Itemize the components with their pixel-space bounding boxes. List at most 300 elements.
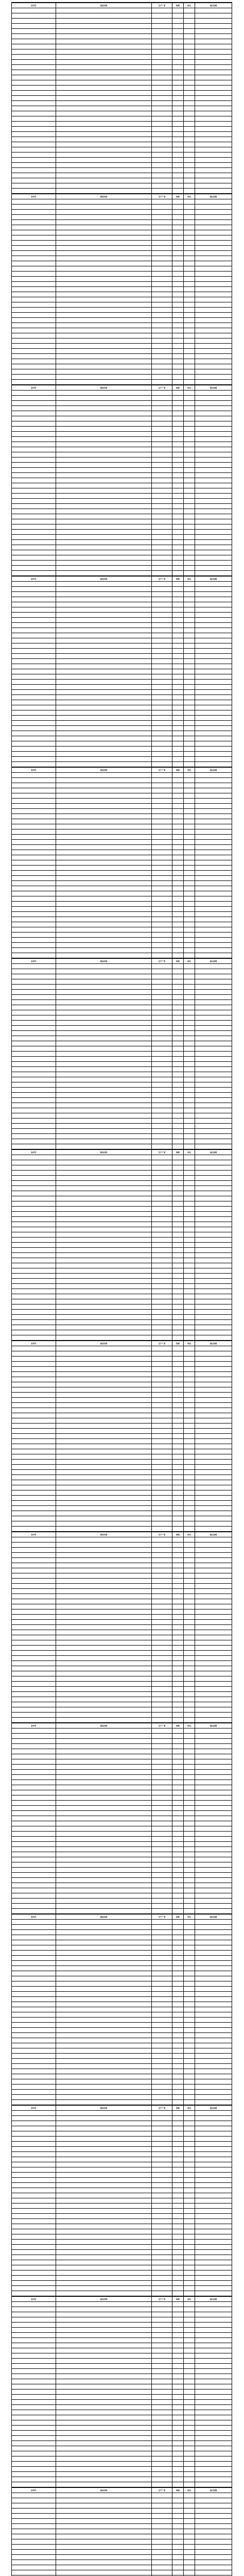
table-cell bbox=[12, 328, 56, 333]
table-cell bbox=[172, 364, 184, 369]
table-cell bbox=[184, 1630, 195, 1635]
table-row bbox=[12, 1765, 232, 1770]
table-cell bbox=[56, 804, 152, 809]
table-cell bbox=[12, 1372, 56, 1377]
table-row bbox=[12, 1537, 232, 1543]
table-cell bbox=[172, 1537, 184, 1543]
table-row bbox=[12, 1506, 232, 1511]
table-cell bbox=[152, 282, 172, 287]
table-cell bbox=[56, 2229, 152, 2234]
table-row bbox=[12, 2224, 232, 2229]
table-cell bbox=[184, 2519, 195, 2524]
table-cell bbox=[195, 2162, 232, 2167]
table-cell bbox=[195, 215, 232, 220]
table-cell bbox=[184, 2079, 195, 2084]
table-cell bbox=[152, 902, 172, 907]
table-cell bbox=[56, 1160, 152, 1165]
table-cell bbox=[184, 2328, 195, 2333]
table-cell bbox=[195, 1666, 232, 1671]
table-cell bbox=[12, 220, 56, 225]
table-cell bbox=[12, 860, 56, 866]
table-cell bbox=[172, 178, 184, 183]
table-cell bbox=[56, 2338, 152, 2343]
table-cell bbox=[152, 65, 172, 70]
table-cell bbox=[56, 1496, 152, 1501]
table-cell bbox=[172, 690, 184, 695]
table-cell bbox=[172, 2038, 184, 2043]
table-row bbox=[12, 1041, 232, 1046]
table-cell bbox=[152, 1837, 172, 1842]
table-cell bbox=[184, 494, 195, 499]
table-cell bbox=[172, 2224, 184, 2229]
table-cell bbox=[184, 1687, 195, 1692]
table-cell bbox=[12, 1790, 56, 1795]
table-cell bbox=[152, 654, 172, 659]
table-cell bbox=[184, 1925, 195, 1930]
table-cell bbox=[12, 1873, 56, 1878]
table-cell bbox=[152, 788, 172, 793]
table-cell bbox=[184, 1744, 195, 1749]
table-cell bbox=[195, 1651, 232, 1656]
table-row bbox=[12, 1155, 232, 1160]
table-cell bbox=[195, 1548, 232, 1553]
table-cell bbox=[56, 1558, 152, 1563]
table-cell bbox=[172, 1635, 184, 1640]
table-cell bbox=[12, 773, 56, 778]
table-cell bbox=[184, 96, 195, 101]
table-cell bbox=[12, 75, 56, 80]
table-cell bbox=[12, 1806, 56, 1811]
table-cell bbox=[56, 1232, 152, 1238]
table-cell bbox=[195, 1289, 232, 1294]
table-cell bbox=[12, 2265, 56, 2270]
table-cell bbox=[195, 189, 232, 194]
table-row bbox=[12, 447, 232, 452]
table-cell bbox=[12, 1052, 56, 1057]
table-cell bbox=[56, 1423, 152, 1429]
table-cell bbox=[172, 2451, 184, 2456]
table-row bbox=[12, 49, 232, 55]
column-header: 规格 bbox=[172, 2296, 184, 2302]
table-cell bbox=[184, 1274, 195, 1279]
table-cell bbox=[56, 613, 152, 618]
table-row bbox=[12, 1093, 232, 1098]
table-cell bbox=[172, 1222, 184, 1227]
table-row bbox=[12, 2023, 232, 2028]
table-cell bbox=[152, 2379, 172, 2384]
table-cell bbox=[195, 561, 232, 566]
column-header: 单位 bbox=[184, 385, 195, 391]
table-cell bbox=[152, 726, 172, 731]
table-cell bbox=[172, 1227, 184, 1232]
table-cell bbox=[12, 1387, 56, 1393]
table-cell bbox=[56, 2265, 152, 2270]
table-cell bbox=[56, 55, 152, 60]
table-cell bbox=[184, 2167, 195, 2173]
table-cell bbox=[184, 2565, 195, 2570]
table-cell bbox=[195, 142, 232, 147]
table-cell bbox=[152, 1620, 172, 1625]
table-cell bbox=[172, 251, 184, 256]
table-cell bbox=[195, 2240, 232, 2245]
table-cell bbox=[152, 1692, 172, 1697]
table-cell bbox=[152, 1088, 172, 1093]
table-cell bbox=[152, 2054, 172, 2059]
table-cell bbox=[12, 1527, 56, 1532]
table-cell bbox=[12, 2260, 56, 2265]
table-cell bbox=[56, 705, 152, 710]
table-cell bbox=[152, 2514, 172, 2519]
table-cell bbox=[152, 731, 172, 736]
table-cell bbox=[184, 1702, 195, 1707]
table-cell bbox=[195, 91, 232, 96]
table-cell bbox=[56, 2219, 152, 2224]
table-row bbox=[12, 1646, 232, 1651]
table-row bbox=[12, 922, 232, 927]
table-cell bbox=[56, 659, 152, 664]
table-cell bbox=[12, 1795, 56, 1801]
table-cell bbox=[195, 1418, 232, 1423]
table-cell bbox=[12, 2224, 56, 2229]
table-cell bbox=[184, 75, 195, 80]
table-cell bbox=[195, 974, 232, 979]
table-cell bbox=[12, 2074, 56, 2079]
table-cell bbox=[195, 2446, 232, 2451]
table-row bbox=[12, 1816, 232, 1821]
table-cell bbox=[12, 912, 56, 917]
table-cell bbox=[152, 1026, 172, 1031]
table-cell bbox=[152, 1516, 172, 1521]
table-cell bbox=[195, 985, 232, 990]
table-cell bbox=[195, 1599, 232, 1604]
column-header: 单位 bbox=[184, 1149, 195, 1155]
table-cell bbox=[152, 473, 172, 478]
table-cell bbox=[172, 2482, 184, 2488]
table-cell bbox=[152, 778, 172, 783]
table-cell bbox=[184, 24, 195, 29]
table-row bbox=[12, 29, 232, 34]
table-row bbox=[12, 757, 232, 762]
table-cell bbox=[184, 406, 195, 411]
table-cell bbox=[12, 132, 56, 137]
table-row bbox=[12, 602, 232, 607]
table-cell bbox=[152, 2338, 172, 2343]
table-cell bbox=[56, 2555, 152, 2560]
table-cell bbox=[56, 1666, 152, 1671]
table-cell bbox=[195, 1093, 232, 1098]
table-cell bbox=[184, 457, 195, 463]
table-cell bbox=[184, 2198, 195, 2204]
table-cell bbox=[172, 2111, 184, 2116]
table-cell bbox=[56, 809, 152, 814]
table-cell bbox=[56, 829, 152, 835]
column-header: 备注说明 bbox=[195, 2296, 232, 2302]
table-cell bbox=[184, 2415, 195, 2420]
table-cell bbox=[152, 1227, 172, 1232]
table-cell bbox=[184, 442, 195, 447]
table-cell bbox=[56, 514, 152, 519]
table-cell bbox=[152, 2431, 172, 2436]
table-cell bbox=[195, 101, 232, 106]
table-cell bbox=[172, 308, 184, 313]
column-header: 备注说明 bbox=[195, 1341, 232, 1346]
table-row bbox=[12, 1046, 232, 1052]
table-cell bbox=[184, 695, 195, 700]
table-cell bbox=[56, 922, 152, 927]
table-cell bbox=[56, 2079, 152, 2084]
table-cell bbox=[184, 1196, 195, 1201]
table-cell bbox=[195, 49, 232, 55]
table-cell bbox=[12, 1847, 56, 1852]
table-cell bbox=[184, 2038, 195, 2043]
table-cell bbox=[172, 396, 184, 401]
table-cell bbox=[172, 199, 184, 205]
table-cell bbox=[152, 1997, 172, 2002]
table-cell bbox=[152, 555, 172, 561]
table-cell bbox=[152, 178, 172, 183]
table-cell bbox=[172, 1490, 184, 1496]
table-cell bbox=[56, 2234, 152, 2240]
table-cell bbox=[56, 1294, 152, 1299]
table-row bbox=[12, 659, 232, 664]
table-cell bbox=[56, 2209, 152, 2214]
table-cell bbox=[172, 2389, 184, 2395]
table-cell bbox=[56, 437, 152, 442]
table-cell bbox=[195, 96, 232, 101]
column-header: 参考号 bbox=[12, 958, 56, 964]
table-row bbox=[12, 561, 232, 566]
table-cell bbox=[56, 1806, 152, 1811]
table-row bbox=[12, 1604, 232, 1609]
table-cell bbox=[172, 2023, 184, 2028]
table-cell bbox=[184, 1393, 195, 1398]
table-cell bbox=[56, 2245, 152, 2250]
table-cell bbox=[172, 1310, 184, 1315]
table-cell bbox=[172, 1697, 184, 1702]
table-cell bbox=[172, 654, 184, 659]
table-cell bbox=[56, 1108, 152, 1113]
table-cell bbox=[172, 2333, 184, 2338]
table-cell bbox=[184, 2193, 195, 2198]
table-cell bbox=[152, 287, 172, 292]
table-cell bbox=[56, 2400, 152, 2405]
table-cell bbox=[152, 432, 172, 437]
table-cell bbox=[12, 2111, 56, 2116]
table-cell bbox=[172, 2043, 184, 2048]
table-cell bbox=[172, 1656, 184, 1661]
table-cell bbox=[195, 871, 232, 876]
table-cell bbox=[56, 86, 152, 91]
table-cell bbox=[152, 1888, 172, 1893]
table-row bbox=[12, 1052, 232, 1057]
table-cell bbox=[56, 302, 152, 308]
table-cell bbox=[152, 1951, 172, 1956]
table-cell bbox=[195, 44, 232, 49]
table-cell bbox=[12, 990, 56, 995]
table-cell bbox=[184, 106, 195, 111]
table-cell bbox=[195, 1770, 232, 1775]
table-cell bbox=[184, 478, 195, 483]
table-cell bbox=[184, 1609, 195, 1615]
table-cell bbox=[195, 328, 232, 333]
table-cell bbox=[12, 1770, 56, 1775]
table-row bbox=[12, 2436, 232, 2441]
table-cell bbox=[12, 272, 56, 277]
table-row bbox=[12, 2560, 232, 2565]
table-cell bbox=[172, 1041, 184, 1046]
table-cell bbox=[12, 364, 56, 369]
table-cell bbox=[172, 1599, 184, 1604]
table-cell bbox=[12, 1367, 56, 1372]
table-row bbox=[12, 349, 232, 354]
column-header: 规格 bbox=[172, 767, 184, 773]
table-row bbox=[12, 896, 232, 902]
table-cell bbox=[152, 1842, 172, 1847]
table-cell bbox=[152, 292, 172, 297]
table-cell bbox=[12, 1480, 56, 1485]
table-cell bbox=[56, 205, 152, 210]
table-cell bbox=[12, 2400, 56, 2405]
table-row bbox=[12, 2002, 232, 2007]
table-cell bbox=[152, 1413, 172, 1418]
table-cell bbox=[172, 2059, 184, 2064]
table-cell bbox=[172, 1093, 184, 1098]
table-cell bbox=[195, 1201, 232, 1207]
table-cell bbox=[152, 1155, 172, 1160]
table-row bbox=[12, 2291, 232, 2297]
table-cell bbox=[12, 1346, 56, 1351]
table-cell bbox=[12, 1656, 56, 1661]
table-row bbox=[12, 705, 232, 710]
table-row bbox=[12, 2234, 232, 2240]
table-cell bbox=[195, 2100, 232, 2106]
table-row bbox=[12, 1511, 232, 1516]
table-cell bbox=[12, 416, 56, 421]
table-cell bbox=[56, 432, 152, 437]
table-cell bbox=[172, 1129, 184, 1134]
table-cell bbox=[12, 1232, 56, 1238]
table-cell bbox=[172, 2183, 184, 2188]
table-cell bbox=[152, 478, 172, 483]
table-row bbox=[12, 1956, 232, 1961]
table-cell bbox=[184, 1217, 195, 1222]
table-cell bbox=[172, 1289, 184, 1294]
table-cell bbox=[56, 478, 152, 483]
table-row bbox=[12, 1201, 232, 1207]
table-cell bbox=[184, 1460, 195, 1465]
table-cell bbox=[195, 705, 232, 710]
table-cell bbox=[152, 2173, 172, 2178]
table-cell bbox=[152, 328, 172, 333]
table-row bbox=[12, 1357, 232, 1362]
table-row bbox=[12, 1470, 232, 1475]
table-cell bbox=[184, 2456, 195, 2462]
table-cell bbox=[56, 1687, 152, 1692]
table-cell bbox=[184, 2250, 195, 2255]
table-row bbox=[12, 1832, 232, 1837]
table-cell bbox=[12, 2359, 56, 2364]
table-cell bbox=[152, 2023, 172, 2028]
table-row bbox=[12, 2364, 232, 2369]
table-cell bbox=[172, 804, 184, 809]
table-row bbox=[12, 2219, 232, 2224]
table-cell bbox=[56, 1144, 152, 1150]
table-cell bbox=[12, 680, 56, 685]
header-row bbox=[12, 1532, 232, 1537]
table-cell bbox=[152, 757, 172, 762]
table-cell bbox=[172, 328, 184, 333]
table-row bbox=[12, 927, 232, 933]
table-row bbox=[12, 391, 232, 396]
table-cell bbox=[184, 2162, 195, 2167]
table-cell bbox=[195, 1330, 232, 1335]
table-cell bbox=[172, 1832, 184, 1837]
table-row bbox=[12, 1139, 232, 1144]
table-cell bbox=[184, 1418, 195, 1423]
table-cell bbox=[172, 912, 184, 917]
table-cell bbox=[152, 2147, 172, 2152]
table-cell bbox=[195, 2204, 232, 2209]
table-cell bbox=[56, 1460, 152, 1465]
table-cell bbox=[12, 292, 56, 297]
table-row bbox=[12, 587, 232, 592]
table-cell bbox=[172, 824, 184, 829]
table-cell bbox=[172, 1563, 184, 1568]
table-cell bbox=[56, 2018, 152, 2023]
table-cell bbox=[195, 246, 232, 251]
table-cell bbox=[12, 338, 56, 344]
table-cell bbox=[12, 762, 56, 768]
table-cell bbox=[184, 995, 195, 1000]
table-cell bbox=[172, 1279, 184, 1284]
table-cell bbox=[12, 1181, 56, 1186]
table-cell bbox=[195, 359, 232, 364]
table-cell bbox=[172, 2420, 184, 2426]
table-row bbox=[12, 1909, 232, 1914]
table-cell bbox=[152, 442, 172, 447]
table-cell bbox=[195, 1082, 232, 1088]
table-row bbox=[12, 2281, 232, 2286]
table-row bbox=[12, 2069, 232, 2074]
table-cell bbox=[184, 122, 195, 127]
table-cell bbox=[172, 132, 184, 137]
table-cell bbox=[195, 432, 232, 437]
header-row bbox=[12, 2296, 232, 2302]
column-header: 商品名称 bbox=[56, 576, 152, 582]
table-cell bbox=[56, 1299, 152, 1304]
table-cell bbox=[56, 313, 152, 318]
table-cell bbox=[56, 1971, 152, 1976]
table-cell bbox=[172, 1335, 184, 1341]
table-cell bbox=[152, 1418, 172, 1423]
table-cell bbox=[172, 1935, 184, 1940]
table-cell bbox=[184, 1093, 195, 1098]
table-cell bbox=[152, 1511, 172, 1516]
table-cell bbox=[56, 1093, 152, 1098]
table-cell bbox=[172, 2328, 184, 2333]
table-cell bbox=[152, 1144, 172, 1150]
table-cell bbox=[195, 1460, 232, 1465]
table-cell bbox=[152, 132, 172, 137]
table-cell bbox=[56, 2250, 152, 2255]
table-cell bbox=[195, 2074, 232, 2079]
table-cell bbox=[195, 2234, 232, 2240]
table-cell bbox=[195, 524, 232, 530]
table-cell bbox=[195, 2281, 232, 2286]
table-cell bbox=[195, 2147, 232, 2152]
table-cell bbox=[56, 2379, 152, 2384]
table-cell bbox=[184, 1289, 195, 1294]
